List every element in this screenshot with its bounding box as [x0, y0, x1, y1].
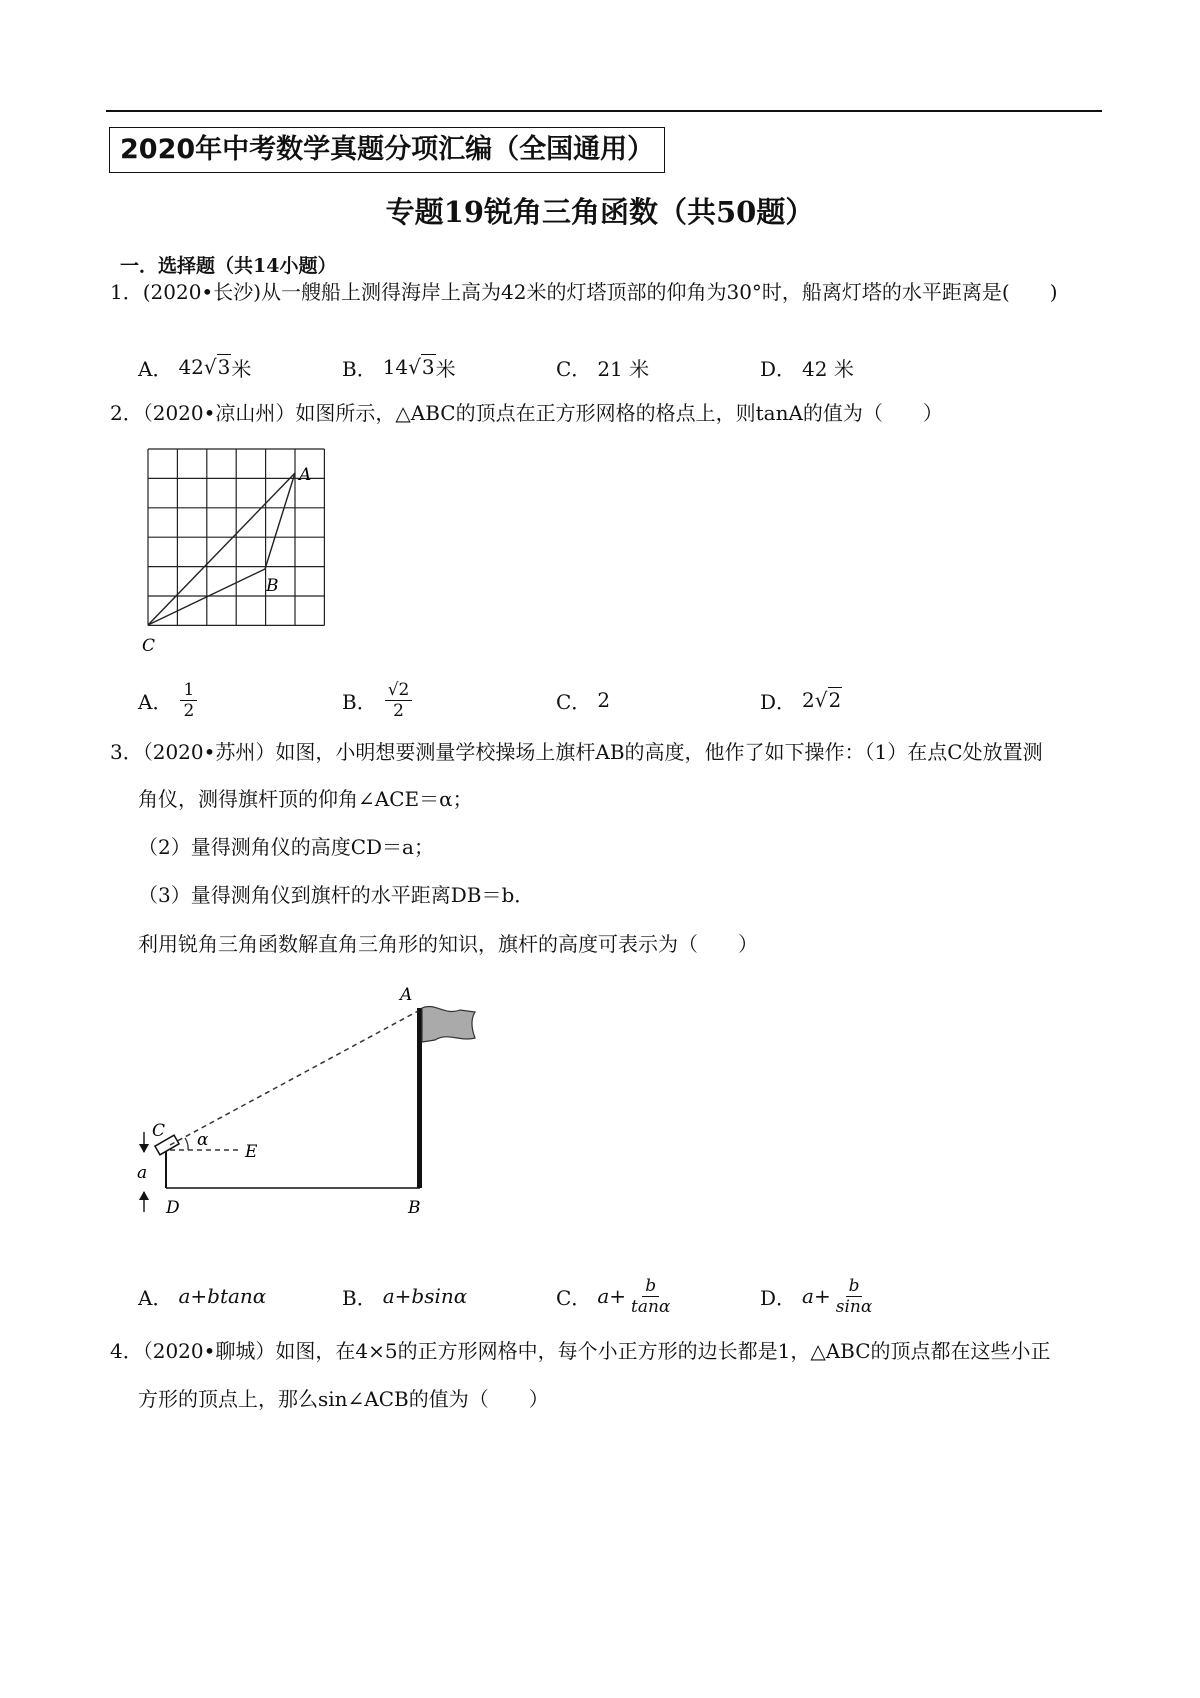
series-title: 2020年中考数学真题分项汇编（全国通用）: [109, 127, 665, 173]
document-title: 专题19锐角三角函数（共50题）: [385, 195, 815, 229]
q1-option-d: D． 42 米: [760, 356, 854, 381]
q3-label-a: A: [400, 985, 413, 1005]
q2-option-b: B． $\frac{√2}{2}$: [342, 680, 414, 720]
question-3-step-3: （3）量得测角仪到旗杆的水平距离DB＝b．: [138, 883, 535, 907]
fraction: $\frac{b}{\sin\alpha}$: [835, 1275, 873, 1317]
q3-label-c: C: [152, 1121, 166, 1141]
fraction: $\frac{√2}{2}$: [385, 680, 413, 721]
q3-option-c: C． a+ $\frac{b}{\tan\alpha}$: [556, 1276, 675, 1316]
section-heading: 一．选择题（共14小题）: [120, 255, 337, 277]
question-3-step-2: （2）量得测角仪的高度CD＝a；: [138, 835, 434, 859]
sqrt-symbol: √2: [814, 688, 842, 712]
q1-option-c: C． 21 米: [556, 356, 650, 381]
question-3-stem-line-2: 角仪，测得旗杆顶的仰角∠ACE＝α；: [138, 787, 473, 811]
q2-option-c: C． 2: [556, 688, 611, 714]
q2-label-b: B: [266, 576, 279, 596]
question-1-options: [138, 347, 1098, 387]
question-4-stem-line-1: 4．（2020•聊城）如图，在4×5的正方形网格中，每个小正方形的边长都是1，△ABC的顶点都在这些小正: [110, 1339, 1051, 1363]
question-3-stem-line-1: 3．（2020•苏州）如图，小明想要测量学校操场上旗杆AB的高度，他作了如下操作：（1）在点C处放置测: [110, 740, 1043, 764]
question-2-stem: 2．（2020•凉山州）如图所示，△ABC的顶点在正方形网格的格点上，则tanA的值为（ ）: [110, 401, 943, 425]
q3-flagpole-figure: [130, 980, 490, 1240]
q3-label-height: a: [137, 1163, 148, 1183]
question-3-options: [138, 1276, 1098, 1316]
q1-option-a: A． 42 √3 米: [138, 355, 252, 381]
q3-label-b: B: [408, 1198, 421, 1218]
question-3-prompt: 利用锐角三角函数解直角三角形的知识，旗杆的高度可表示为（ ）: [138, 932, 758, 956]
q2-option-a: A． $\frac{1}{2}$: [138, 680, 199, 720]
q1-option-b: B． 14 √3 米: [342, 355, 456, 381]
header-rule: [106, 110, 1102, 112]
q2-label-c: C: [142, 636, 156, 656]
q3-option-a: A． a+btanα: [138, 1284, 267, 1310]
question-4-stem-line-2: 方形的顶点上，那么sin∠ACB的值为（ ）: [138, 1387, 549, 1411]
sqrt-symbol: √3: [203, 355, 231, 379]
q2-option-d: D． 2 √2: [760, 688, 842, 714]
q3-option-d: D． a+ $\frac{b}{\sin\alpha}$: [760, 1276, 877, 1316]
q3-label-e: E: [245, 1142, 258, 1162]
q3-label-d: D: [166, 1198, 180, 1218]
q2-label-a: A: [299, 465, 312, 485]
q3-label-alpha: α: [197, 1130, 209, 1150]
question-1-stem: 1．(2020•长沙)从一艘船上测得海岸上高为42米的灯塔顶部的仰角为30°时，船离灯塔的水平距离是( ): [110, 280, 1058, 304]
sqrt-symbol: √3: [408, 355, 435, 379]
question-2-options: [138, 680, 1098, 720]
fraction: $\frac{b}{\tan\alpha}$: [631, 1275, 671, 1317]
q2-grid-figure: [140, 445, 340, 655]
fraction: $\frac{1}{2}$: [180, 680, 197, 721]
q3-option-b: B． a+bsinα: [342, 1284, 468, 1310]
